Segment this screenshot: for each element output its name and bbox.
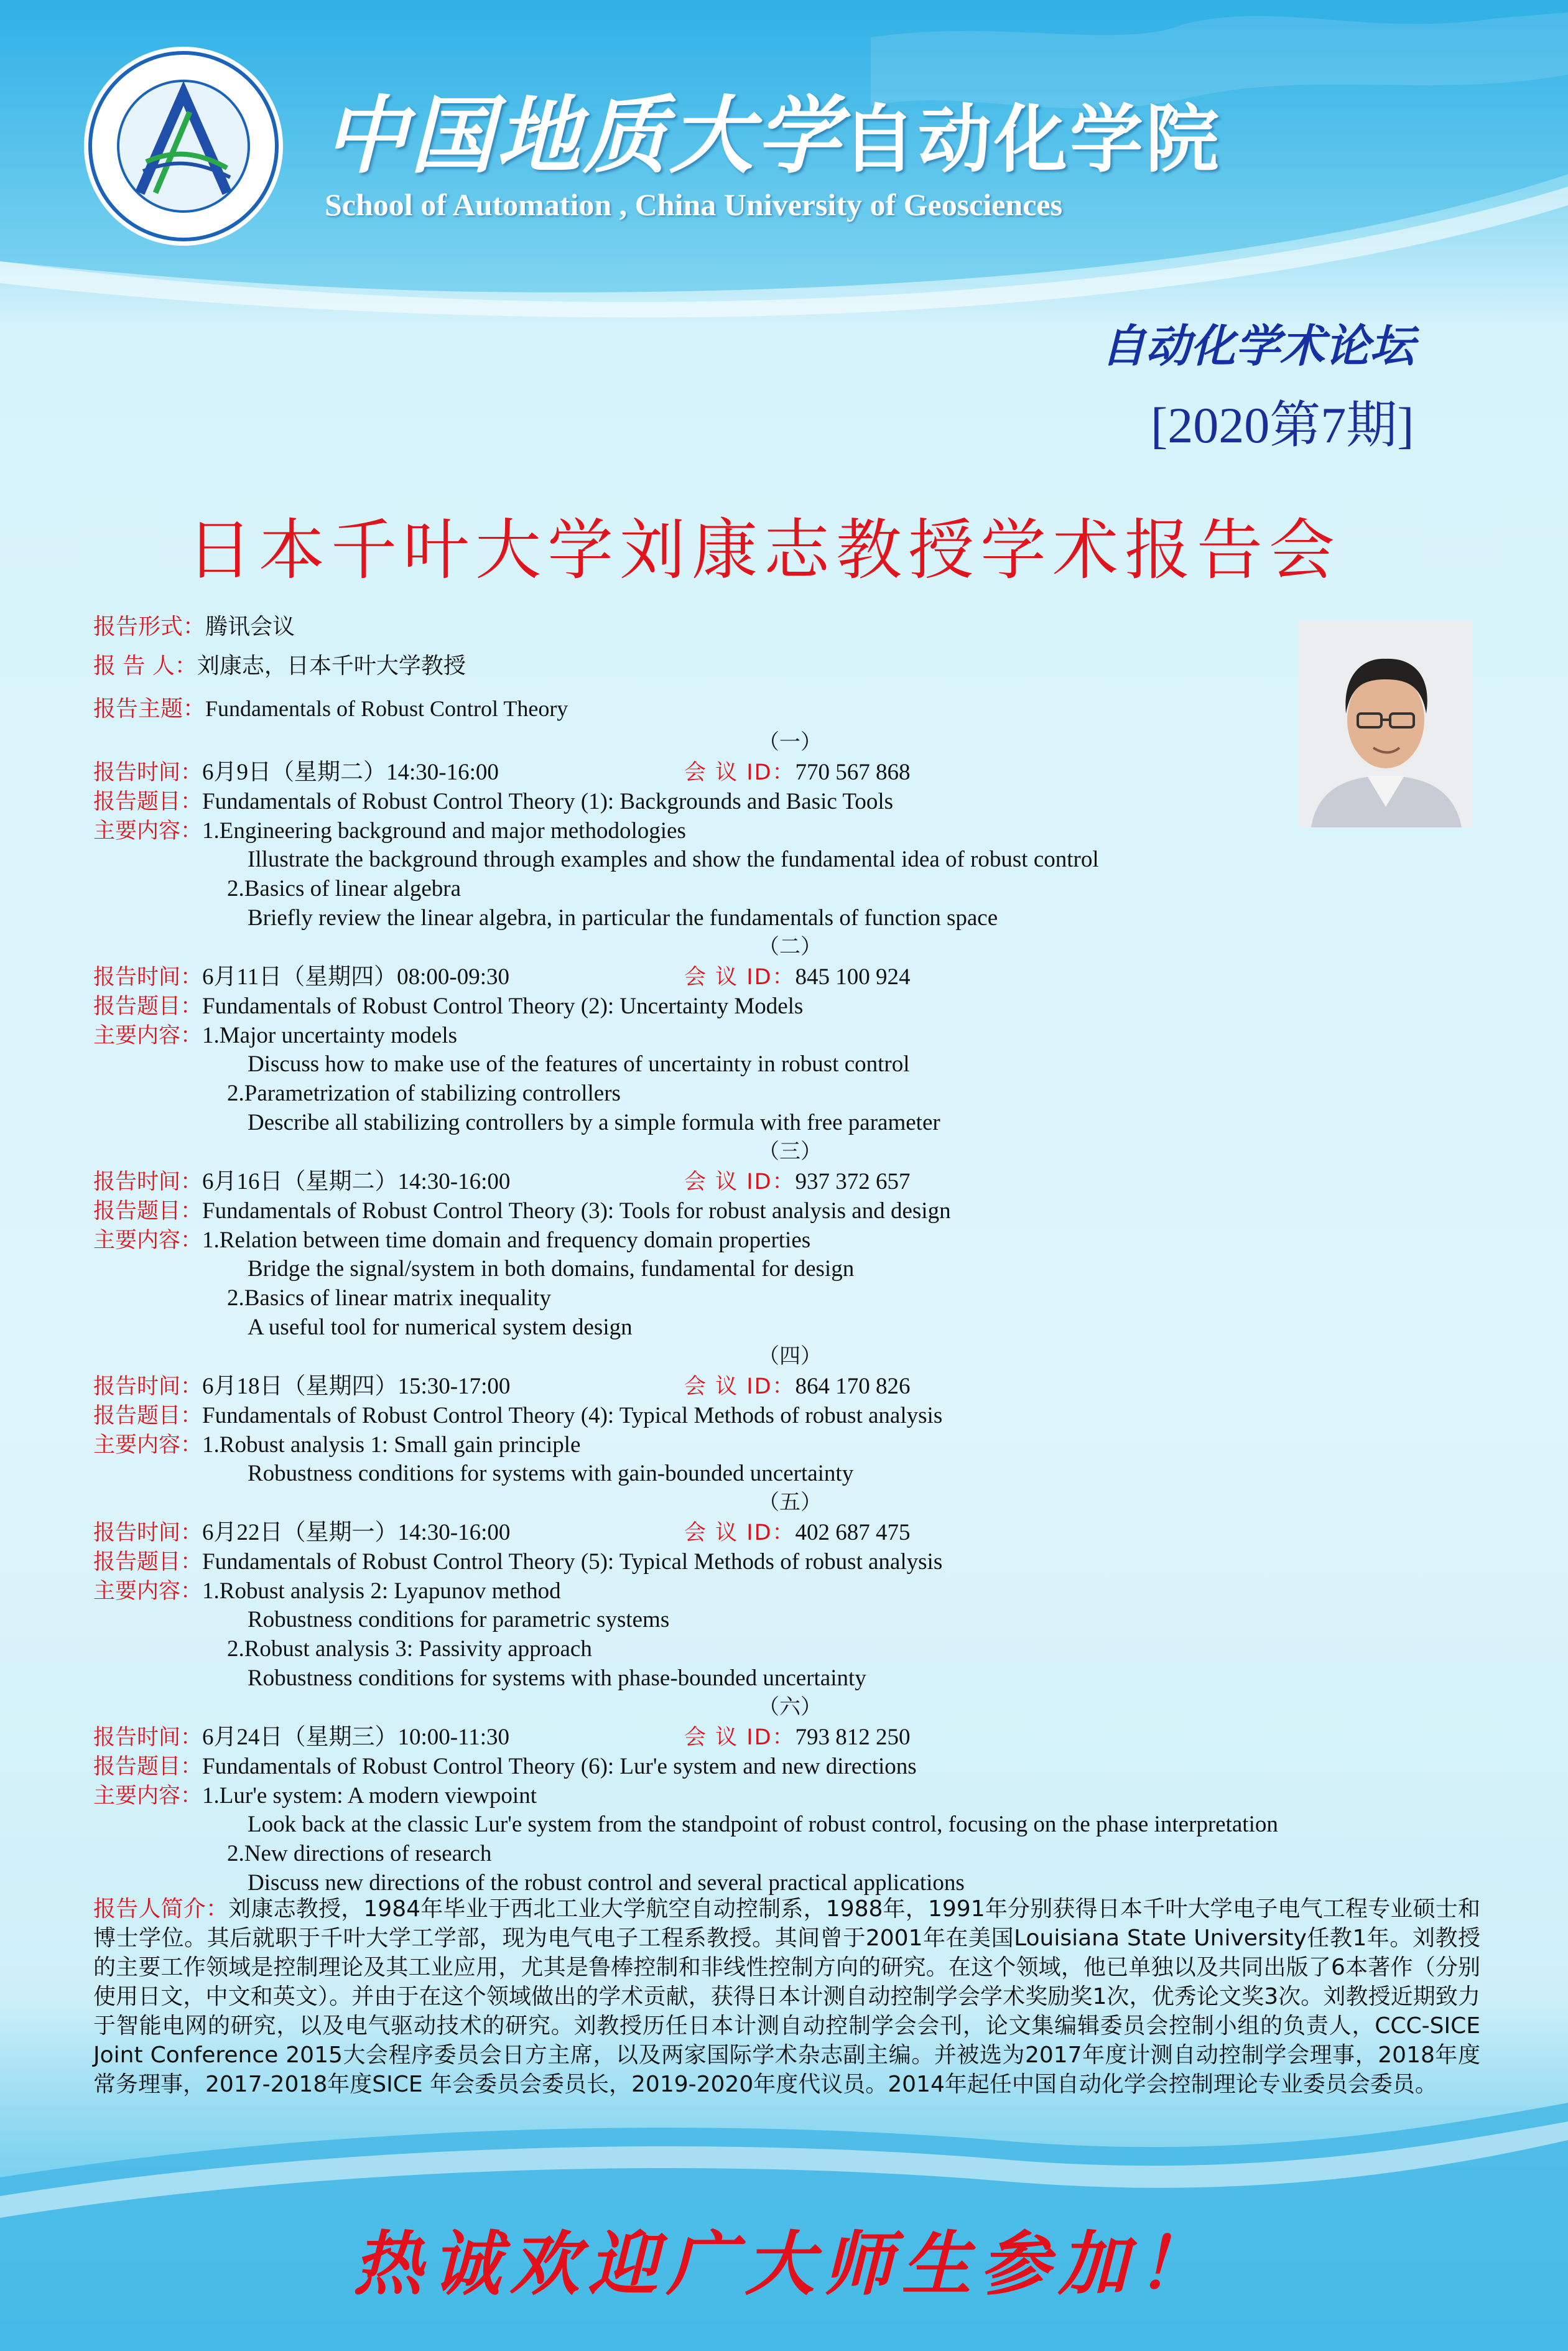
topic-label: 报告题目： [93, 1404, 203, 1428]
info-value: Fundamentals of Robust Control Theory [205, 696, 568, 721]
session-list [93, 728, 1493, 1897]
meeting-id-group [684, 1371, 911, 1402]
content-label: 主要内容： [93, 1228, 203, 1253]
session-content-row [93, 1430, 1493, 1459]
session-6 [93, 1693, 1493, 1897]
topic-label: 报告题目： [93, 1550, 203, 1575]
time-label: 报告时间： [93, 760, 203, 785]
meeting-id-group [684, 757, 911, 788]
session-topic: Fundamentals of Robust Control Theory (5): Typical Methods of robust analysis [202, 1549, 943, 1575]
school-name-english: School of Automation , China University of Geosciences [325, 187, 1063, 222]
info-label: 报 告 人： [93, 653, 197, 679]
session-topic-row [93, 991, 1493, 1020]
session-topic: Fundamentals of Robust Control Theory (1): Backgrounds and Basic Tools [202, 789, 894, 814]
session-number: （二） [758, 934, 822, 959]
content-item-desc: Robustness conditions for parametric systems [248, 1607, 670, 1632]
content-item-title: 2.New directions of research [227, 1841, 492, 1866]
meeting-id: 937 372 657 [795, 1169, 911, 1194]
content-label: 主要内容： [93, 1433, 203, 1458]
time-label: 报告时间： [93, 1725, 203, 1750]
session-content-row [93, 1020, 1493, 1050]
info-format [93, 613, 295, 641]
session-topic-row [93, 1400, 1493, 1430]
meeting-id-label: 会 议 ID： [684, 760, 796, 785]
content-item-desc: Look back at the classic Lur'e system from the standpoint of robust control, focusing on the phase interpretation [248, 1812, 1278, 1837]
forum-issue: [2020第7期] [1151, 397, 1414, 454]
meeting-id-group [684, 1517, 911, 1548]
content-item-title: 2.Parametrization of stabilizing controllers [227, 1081, 621, 1106]
content-item-desc: Discuss how to make use of the features of uncertainty in robust control [248, 1051, 910, 1077]
content-item-desc: A useful tool for numerical system design [248, 1315, 633, 1340]
content-label: 主要内容： [93, 819, 203, 844]
content-item-title: 2.Basics of linear algebra [227, 876, 462, 901]
university-logo [81, 44, 286, 249]
meeting-id-label: 会 议 ID： [684, 1520, 796, 1545]
session-time: 6月22日（星期一）14:30-16:00 [202, 1520, 511, 1545]
session-topic-row [93, 1547, 1493, 1576]
content-label: 主要内容： [93, 1023, 203, 1048]
meeting-id: 864 170 826 [795, 1374, 911, 1399]
school-name: 自动化学院 [842, 96, 1222, 182]
session-4 [93, 1342, 1493, 1488]
speaker-bio [93, 1894, 1480, 2099]
content-item-title: 1.Relation between time domain and frequency domain properties [202, 1227, 811, 1253]
session-topic-row [93, 786, 1493, 816]
content-item-desc: Briefly review the linear algebra, in particular the fundamentals of function space [248, 905, 998, 931]
session-number: （三） [758, 1139, 822, 1164]
time-label: 报告时间： [93, 1520, 203, 1545]
info-value: 刘康志，日本千叶大学教授 [197, 653, 466, 679]
info-label: 报告形式： [93, 614, 206, 640]
meeting-id: 402 687 475 [795, 1520, 911, 1545]
content-item-desc: Discuss new directions of the robust control and several practical applications [248, 1870, 965, 1896]
session-content-row [93, 1225, 1493, 1254]
time-label: 报告时间： [93, 1170, 203, 1194]
session-number: （四） [758, 1344, 822, 1369]
school-name-chinese [323, 68, 1222, 189]
meeting-id: 845 100 924 [795, 964, 911, 990]
time-label: 报告时间： [93, 1374, 203, 1399]
content-item-desc: Robustness conditions for systems with gain-bounded uncertainty [248, 1461, 854, 1486]
content-item-title: 1.Major uncertainty models [202, 1023, 457, 1048]
session-time: 6月9日（星期二）14:30-16:00 [202, 760, 499, 785]
meeting-id-label: 会 议 ID： [684, 1725, 796, 1750]
session-number: （五） [758, 1490, 822, 1515]
content-label: 主要内容： [93, 1579, 203, 1604]
session-topic-row [93, 1751, 1493, 1781]
university-name: 中国地质大学 [323, 86, 842, 185]
session-time: 6月24日（星期三）10:00-11:30 [202, 1725, 510, 1750]
session-time-row [93, 1166, 1493, 1196]
content-item-title: 2.Basics of linear matrix inequality [227, 1285, 551, 1311]
content-item-title: 1.Lur'e system: A modern viewpoint [202, 1783, 537, 1809]
info-theme [93, 694, 568, 724]
session-topic: Fundamentals of Robust Control Theory (2): Uncertainty Models [202, 994, 804, 1019]
session-time: 6月18日（星期四）15:30-17:00 [202, 1374, 511, 1399]
session-time: 6月16日（星期二）14:30-16:00 [202, 1169, 511, 1194]
session-topic-row [93, 1196, 1493, 1225]
session-time-row [93, 1371, 1493, 1400]
meeting-id: 793 812 250 [795, 1725, 911, 1750]
content-item-desc: Robustness conditions for systems with phase-bounded uncertainty [248, 1665, 866, 1691]
meeting-id-label: 会 议 ID： [684, 965, 796, 990]
bio-text: 刘康志教授，1984年毕业于西北工业大学航空自动控制系，1988年，1991年分别获得日本千叶大学电子电气工程专业硕士和博士学位。其后就职于千叶大学工学部，现为电气电子工程系教授。其间曾于2001年在美国Louisiana State University任教1年。刘教授的主要工作领域是控制理论及其工业应用，尤其是鲁棒控制和非线性控制方向的研究。在这个领域，他已单独以及共同出版了6本著作（分别使用日文，中文和英文）。并由于在这个领域做出的学术贡献，获得日本计测自动控制学会学术奖励奖1次，优秀论文奖3次。刘教授近期致力于智能电网的研究，以及电气驱动技术的研究。刘教授历任日本计测自动控制学会会刊，论文集编辑委员会控制小组的负责人，CCC-SICE Joint Conference 2015大会程序委员会日方主席，以及两家国际学术杂志副主编。并被选为2017年度计测自动控制学会理事，2018年度常务理事，2017-2018年度SICE 年会委员会委员长，2019-2020年度代议员。2014年起任中国自动化学会控制理论专业委员会委员。 [93, 1896, 1480, 2097]
welcome-banner: 热诚欢迎广大师生参加！ [353, 2223, 1215, 2305]
content-item-title: 2.Robust analysis 3: Passivity approach [227, 1636, 592, 1662]
topic-label: 报告题目： [93, 1199, 203, 1224]
content-item-desc: Describe all stabilizing controllers by a simple formula with free parameter [248, 1110, 940, 1135]
content-item-desc: Illustrate the background through examples and show the fundamental idea of robust control [248, 847, 1099, 872]
session-3 [93, 1137, 1493, 1342]
session-time-row [93, 757, 1493, 786]
session-2 [93, 933, 1493, 1137]
meeting-id-group [684, 1722, 911, 1753]
session-content-row [93, 1781, 1493, 1810]
session-topic: Fundamentals of Robust Control Theory (4): Typical Methods of robust analysis [202, 1403, 943, 1428]
time-label: 报告时间： [93, 965, 203, 990]
session-time-row [93, 962, 1493, 991]
info-speaker [93, 652, 466, 681]
forum-name: 自动化学术论坛 [1101, 320, 1415, 372]
info-label: 报告主题： [93, 696, 206, 722]
meeting-id-label: 会 议 ID： [684, 1170, 796, 1194]
page-title: 日本千叶大学刘康志教授学术报告会 [187, 512, 1341, 589]
session-content-row [93, 816, 1493, 845]
meeting-id-group [684, 962, 911, 992]
session-content-row [93, 1576, 1493, 1605]
session-time-row [93, 1722, 1493, 1751]
bio-label: 报告人简介： [93, 1896, 229, 1922]
session-time-row [93, 1517, 1493, 1547]
content-item-title: 1.Engineering background and major methodologies [202, 818, 686, 844]
meeting-id-group [684, 1166, 911, 1197]
topic-label: 报告题目： [93, 1754, 203, 1779]
session-1 [93, 728, 1493, 933]
session-time: 6月11日（星期四）08:00-09:30 [202, 964, 510, 990]
content-label: 主要内容： [93, 1784, 203, 1809]
content-item-title: 1.Robust analysis 1: Small gain principle [202, 1432, 581, 1458]
meeting-id: 770 567 868 [795, 760, 911, 785]
session-number: （六） [758, 1695, 822, 1720]
content-item-title: 1.Robust analysis 2: Lyapunov method [202, 1578, 561, 1604]
meeting-id-label: 会 议 ID： [684, 1374, 796, 1399]
content-item-desc: Bridge the signal/system in both domains, fundamental for design [248, 1256, 855, 1282]
session-number: （一） [758, 730, 822, 755]
session-topic: Fundamentals of Robust Control Theory (3): Tools for robust analysis and design [202, 1198, 951, 1224]
info-value: 腾讯会议 [205, 614, 295, 640]
topic-label: 报告题目： [93, 994, 203, 1019]
session-5 [93, 1488, 1493, 1693]
session-topic: Fundamentals of Robust Control Theory (6): Lur'e system and new directions [202, 1754, 917, 1779]
topic-label: 报告题目： [93, 789, 203, 814]
